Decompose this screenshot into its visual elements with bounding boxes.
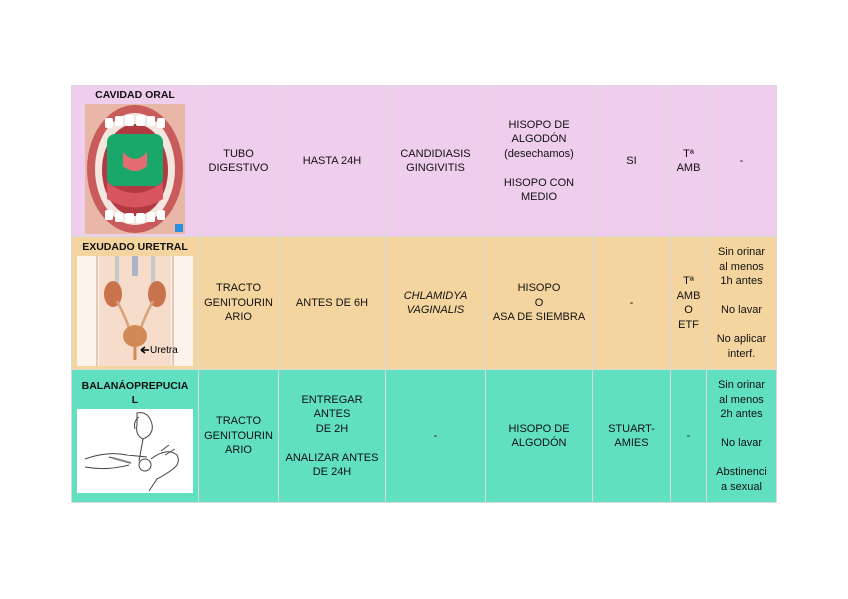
tract-cell: TRACTO GENITOURIN ARIO [199,370,279,503]
material-cell: HISOPO DE ALGODÓN [486,370,593,503]
site-cell [72,370,199,503]
tract-cell: TUBO DIGESTIVO [199,86,279,237]
temperature-cell: - [671,370,707,503]
pathogen-cell: CANDIDIASIS GINGIVITIS [386,86,486,237]
time-cell: HASTA 24H [279,86,386,237]
notes-cell: Sin orinar al menos 2h antes No lavar Abstinenci a sexual [707,370,777,503]
material-cell: HISOPO DE ALGODÓN (desechamos) HISOPO CON MEDIO [486,86,593,237]
site-name: EXUDADO URETRAL [82,241,188,253]
urinary-tract-icon [77,256,193,366]
site-name: BALANÁOPREPUCIA L [81,380,189,406]
pathogen-cell: - [386,370,486,503]
table-row-exudado-uretral [72,237,777,370]
medium-cell: STUART- AMIES [593,370,671,503]
site-cell [72,237,199,370]
notes-cell: - [707,86,777,237]
open-mouth-icon [85,104,185,234]
temperature-cell: Tª AMB [671,86,707,237]
time-cell: ENTREGAR ANTES DE 2H ANALIZAR ANTES DE 24H [279,370,386,503]
swab-sampling-icon [77,409,193,493]
sample-collection-table [71,85,777,503]
table-row-balanoprepucial [72,370,777,503]
uretra-caption: Uretra [150,345,178,356]
medium-cell: - [593,237,671,370]
material-cell: HISOPO O ASA DE SIEMBRA [486,237,593,370]
medium-cell: SI [593,86,671,237]
time-cell: ANTES DE 6H [279,237,386,370]
pathogen-cell: CHLAMIDYA VAGINALIS [386,237,486,370]
table-row-cavidad-oral [72,86,777,237]
temperature-cell: Tª AMB O ETF [671,237,707,370]
site-cell [72,86,199,237]
tract-cell: TRACTO GENITOURIN ARIO [199,237,279,370]
site-name: CAVIDAD ORAL [95,89,175,101]
notes-cell: Sin orinar al menos 1h antes No lavar No aplicar interf. [707,237,777,370]
